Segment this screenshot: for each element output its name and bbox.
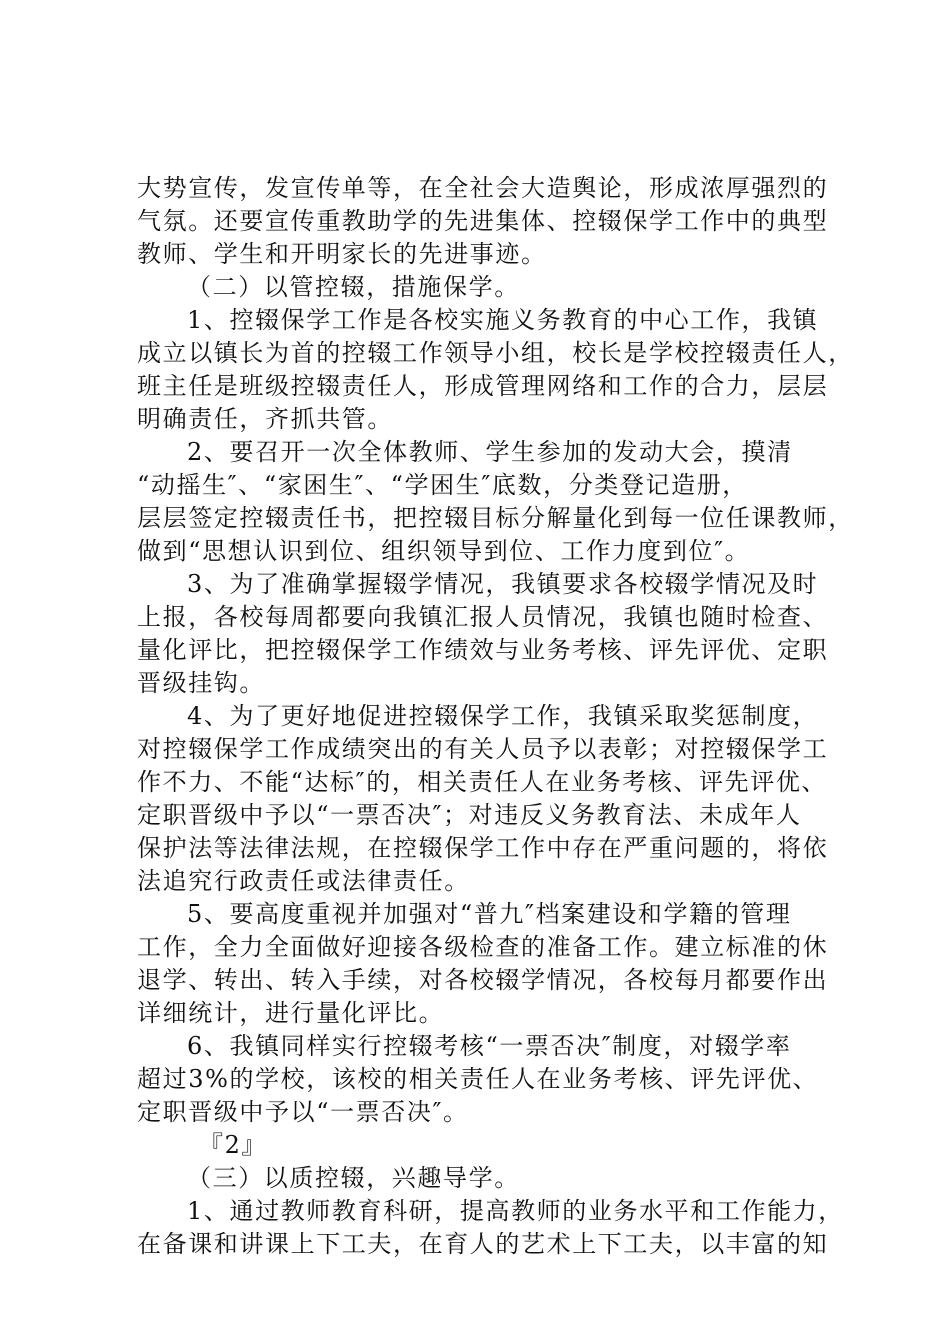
text-line: 明确责任，齐抓共管。 [137,405,393,433]
text-line: 班主任是班级控辍责任人，形成管理网络和工作的合力，层层 [137,372,829,400]
section-heading-3: （三）以质控辍，兴趣导学。 [187,1164,520,1192]
text-line: “动摇生″、“家困生″、“学困生″底数，分类登记造册， [137,471,748,499]
text-line: 作不力、不能“达标″的，相关责任人在业务考核、评先评优、 [137,768,828,796]
text-line: 上报，各校每周都要向我镇汇报人员情况，我镇也随时检查、 [137,603,829,631]
text-line: 做到“思想认识到位、组织领导到位、工作力度到位″。 [137,537,751,565]
paragraph-start: 2、要召开一次全体教师、学生参加的发动大会，摸清 [187,438,793,466]
paragraph-start: 3、为了准确掌握辍学情况，我镇要求各校辍学情况及时 [187,570,819,598]
paragraph-start: 1、控辍保学工作是各校实施义务教育的中心工作，我镇 [187,306,819,334]
text-line: 成立以镇长为首的控辍工作领导小组，校长是学校控辍责任人， [137,339,854,367]
text-line: 对控辍保学工作成绩突出的有关人员予以表彰；对控辍保学工 [137,735,829,763]
text-line: 详细统计，进行量化评比。 [137,999,445,1027]
text-line: 大势宣传，发宣传单等，在全社会大造舆论，形成浓厚强烈的 [137,174,829,202]
text-line: 晋级挂钩。 [137,669,265,697]
text-line: 层层签定控辍责任书，把控辍目标分解量化到每一位任课教师， [137,504,854,532]
paragraph-start: 1、通过教师教育科研，提高教师的业务水平和工作能力， [187,1197,844,1225]
paragraph-start: 4、为了更好地促进控辍保学工作，我镇采取奖惩制度， [187,702,819,730]
text-line: 定职晋级中予以“一票否决″。 [137,1098,469,1126]
paragraph-start: 6、我镇同样实行控辍考核“一票否决″制度，对辍学率 [187,1032,792,1060]
text-line: 教师、学生和开明家长的先进事迹。 [137,240,547,268]
paragraph-start: 5、要高度重视并加强对“普九″档案建设和学籍的管理 [187,900,792,928]
text-line: 定职晋级中予以“一票否决″；对违反义务教育法、未成年人 [137,801,802,829]
text-line: 在备课和讲课上下工夫，在育人的艺术上下工夫，以丰富的知 [137,1230,829,1258]
text-line: 超过3%的学校，该校的相关责任人在业务考核、评先评优、 [137,1065,819,1093]
text-line: 气氛。还要宣传重教助学的先进集体、控辍保学工作中的典型 [137,207,829,235]
text-line: 工作，全力全面做好迎接各级检查的准备工作。建立标准的休 [137,933,829,961]
body-text [137,172,854,1261]
text-line: 保护法等法律法规，在控辍保学工作中存在严重问题的，将依 [137,834,829,862]
text-line: 退学、转出、转入手续，对各校辍学情况，各校每月都要作出 [137,966,829,994]
text-line: 量化评比，把控辍保学工作绩效与业务考核、评先评优、定职 [137,636,829,664]
reference-marker: 『2』 [199,1131,268,1159]
text-line: 法追究行政责任或法律责任。 [137,867,470,895]
section-heading-2: （二）以管控辍，措施保学。 [187,273,520,301]
